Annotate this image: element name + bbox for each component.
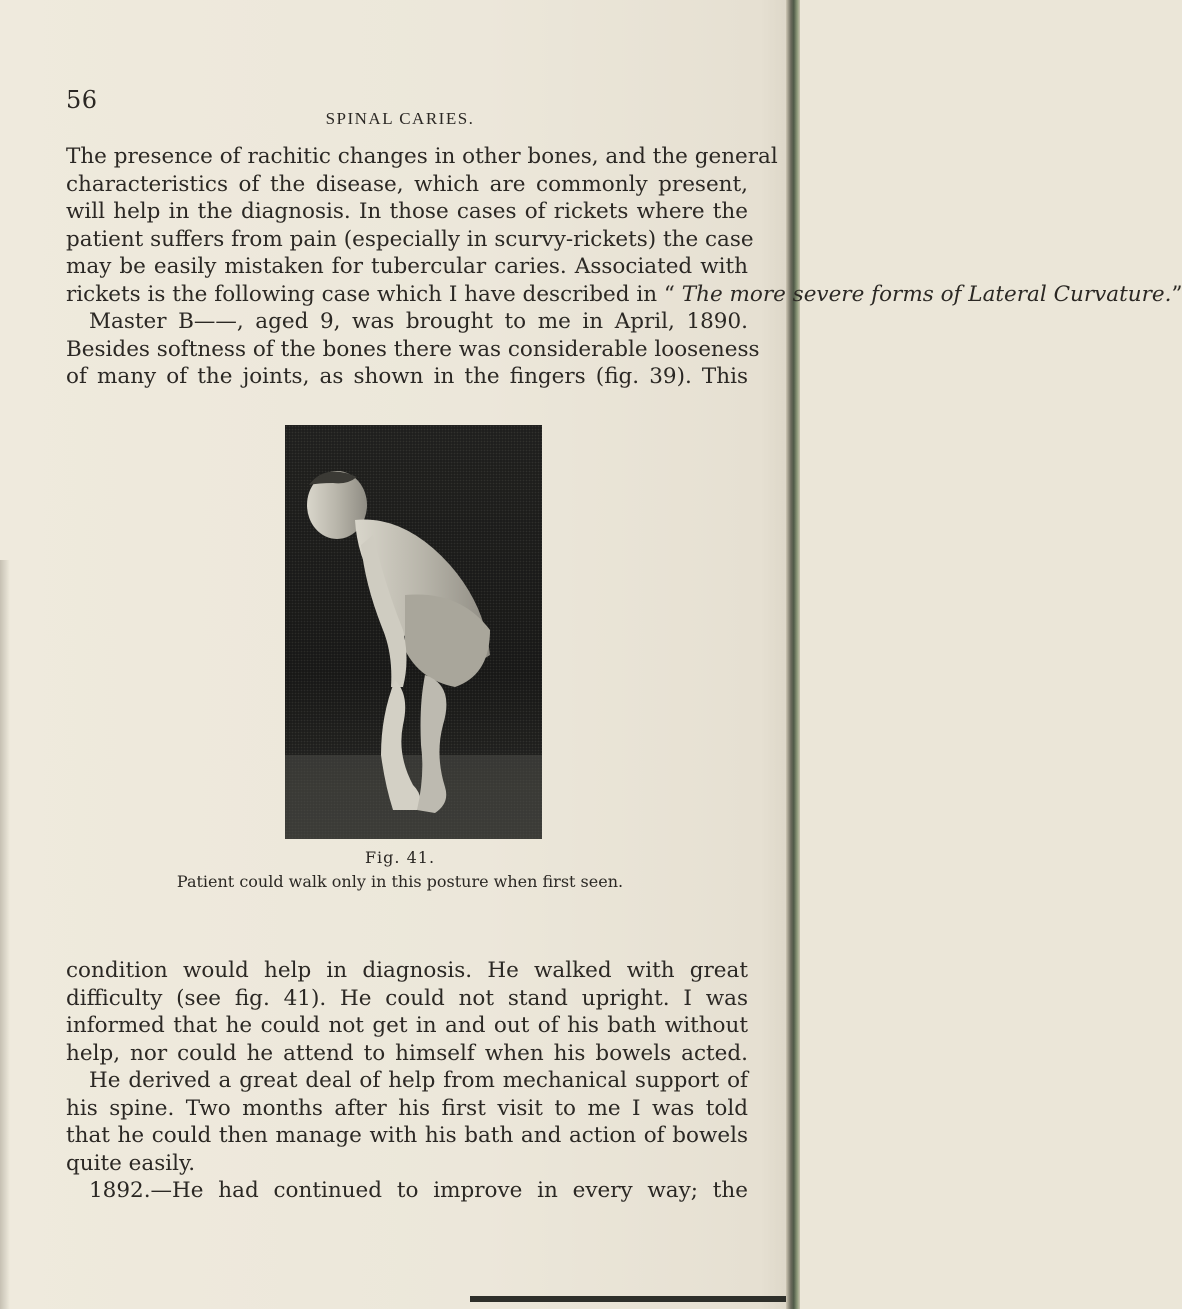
text-line: condition would help in diagnosis. He walked with great — [66, 958, 748, 983]
text-line: will help in the diagnosis. In those cases of rickets where the — [66, 199, 748, 224]
figure-label: Fig. 41. — [364, 848, 436, 867]
text-line: difficulty (see fig. 41). He could not stand upright. I was — [66, 985, 748, 1011]
text-segment: rickets is the following case which I have described in “ — [66, 281, 675, 307]
page-edge — [786, 0, 800, 1309]
text-line: patient suffers from pain (especially in scurvy-rickets) the case — [66, 226, 754, 252]
text-line: of many of the joints, as shown in the fingers (fig. 39). This — [66, 364, 748, 389]
photograph-image — [285, 425, 542, 839]
paragraph-case-progress — [66, 957, 748, 1205]
text-line: The presence of rachitic changes in other bones, and the general — [66, 144, 778, 169]
patient-photograph — [285, 425, 542, 839]
paragraph-rickets-diagnosis — [66, 143, 1182, 391]
italic-title: The more severe forms of Lateral Curvature. — [681, 281, 1172, 307]
text-line: informed that he could not get in and out of his bath without — [66, 1013, 748, 1038]
text-line: his spine. Two months after his first visit to me I was told — [66, 1095, 748, 1121]
text-line: 1892.—He had continued to improve in every way; the — [89, 1178, 748, 1203]
text-segment: ” — [1171, 281, 1182, 307]
text-line: Besides softness of the bones there was considerable looseness — [66, 336, 760, 362]
figure-caption: Patient could walk only in this posture when first seen. — [176, 872, 624, 891]
page-bottom-rule — [470, 1296, 786, 1302]
text-line: may be easily mistaken for tubercular caries. Associated with — [66, 254, 748, 279]
text-line: quite easily. — [66, 1150, 196, 1176]
text-line: characteristics of the disease, which are commonly present, — [66, 171, 748, 197]
text-line: that he could then manage with his bath and action of bowels — [66, 1123, 748, 1148]
text-line: He derived a great deal of help from mechanical support of — [89, 1068, 748, 1093]
text-line — [66, 281, 1182, 309]
page-number: 56 — [66, 86, 98, 114]
text-line: help, nor could he attend to himself when his bowels acted. — [66, 1040, 748, 1066]
binding-shadow — [0, 560, 10, 1309]
text-line: Master B——, aged 9, was brought to me in April, 1890. — [89, 309, 748, 334]
running-head: SPINAL CARIES. — [325, 109, 475, 128]
